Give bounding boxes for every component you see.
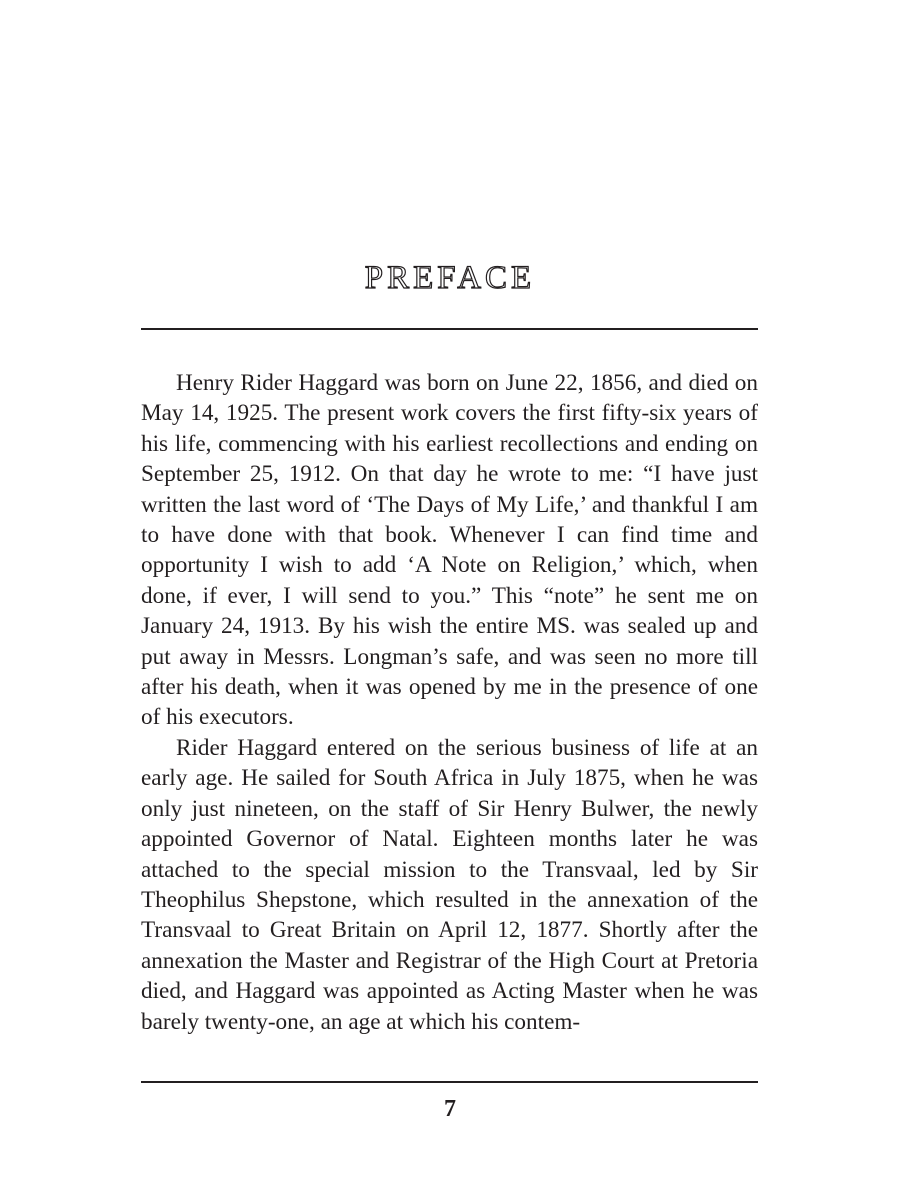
bottom-divider [141,1081,758,1083]
top-divider [141,328,758,330]
page-number: 7 [444,1096,456,1122]
body-text [141,368,758,1037]
page-title: PREFACE [364,260,536,296]
paragraph: Rider Haggard entered on the serious business of life at an early age. He sailed for South Africa in July 1875, when he was only just nineteen, on the staff of Sir Henry Bulwer, the newly appointed Governor of Natal. Eighteen months later he was attached to the special mission to the Transvaal, led by Sir Theophilus Shepstone, which resulted in the annexation of the Transvaal to Great Britain on April 12, 1877. Shortly after the annexation the Master and Registrar of the High Court at Pretoria died, and Haggard was appointed as Acting Master when he was barely twenty-one, an age at which his contem- [141,734,758,1035]
paragraph: Henry Rider Haggard was born on June 22, 1856, and died on May 14, 1925. The present work covers the first fifty-six years of his life, commencing with his earliest recollections and ending on September 25, 1912. On that day he wrote to me: “I have just written the last word of ‘The Days of My Life,’ and thankful I am to have done with that book. Whenever I can find time and opportunity I wish to add ‘A Note on Religion,’ which, when done, if ever, I will send to you.” This “note” he sent me on January 24, 1913. By his wish the entire MS. was sealed up and put away in Messrs. Longman’s safe, and was seen no more till after his death, when it was opened by me in the presence of one of his executors. [141,370,758,731]
